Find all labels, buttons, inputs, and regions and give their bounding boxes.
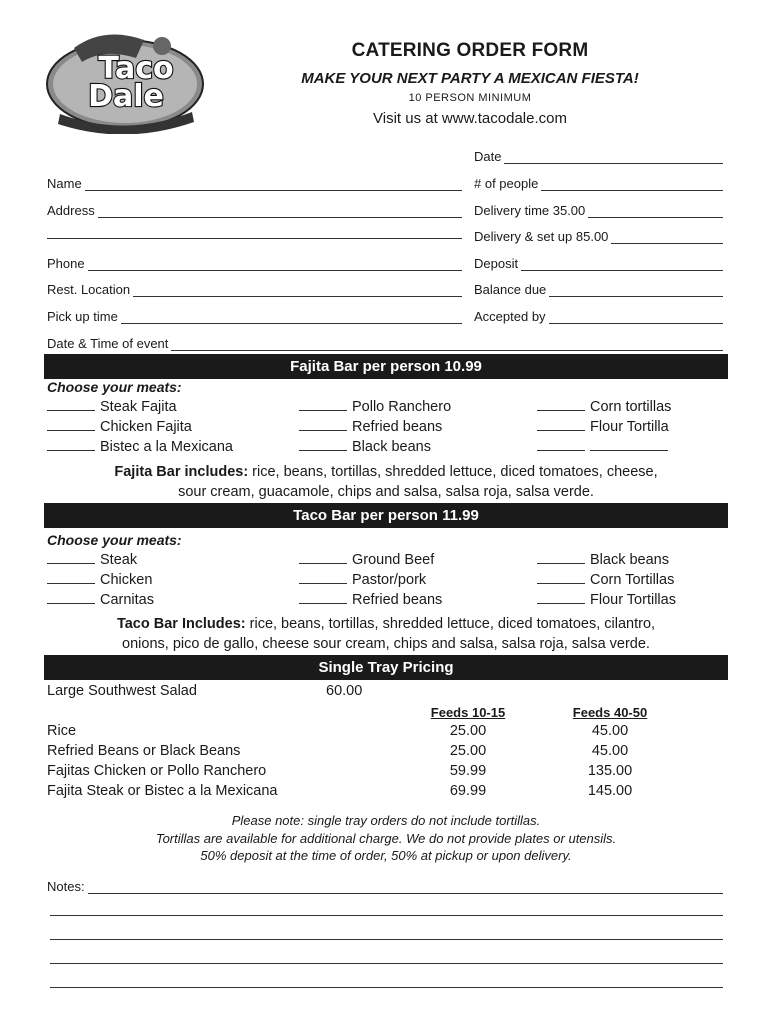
address-label: Address xyxy=(47,203,95,218)
feeds-large-header: Feeds 40-50 xyxy=(572,705,648,720)
checkbox-blank[interactable] xyxy=(47,439,95,451)
fajita-option-chicken[interactable]: Chicken Fajita xyxy=(47,419,192,435)
fajita-option-refried[interactable]: Refried beans xyxy=(299,419,442,435)
deposit-note: 50% deposit at the time of order, 50% at pickup or upon delivery. xyxy=(200,848,572,863)
rest-location-label: Rest. Location xyxy=(47,282,131,297)
fajita-option-black-beans[interactable]: Black beans xyxy=(299,439,431,455)
rest-location-line[interactable] xyxy=(133,284,462,297)
taco-dale-logo xyxy=(44,26,206,134)
notes-label: Notes: xyxy=(47,879,85,894)
checkbox-blank[interactable] xyxy=(299,439,347,451)
checkbox-blank[interactable] xyxy=(537,552,585,564)
checkbox-blank[interactable] xyxy=(537,419,585,431)
checkbox-blank[interactable] xyxy=(537,439,585,451)
event-datetime-label: Date & Time of event xyxy=(47,336,169,351)
checkbox-blank[interactable] xyxy=(47,419,95,431)
name-field[interactable] xyxy=(47,173,462,191)
deposit-line[interactable] xyxy=(521,258,723,271)
checkbox-blank[interactable] xyxy=(47,552,95,564)
tray-row-large: 45.00 xyxy=(591,723,629,739)
checkbox-blank[interactable] xyxy=(299,572,347,584)
svg-text:Dale: Dale xyxy=(88,79,164,114)
date-line[interactable] xyxy=(504,151,723,164)
tray-row-label: Rice xyxy=(47,723,77,739)
notes-line[interactable] xyxy=(50,903,723,916)
balance-due-field[interactable] xyxy=(474,279,723,297)
notes-line[interactable] xyxy=(88,881,723,894)
rest-location-field[interactable] xyxy=(47,279,462,297)
taco-option-steak[interactable]: Steak xyxy=(47,552,137,568)
address-line[interactable] xyxy=(98,205,462,218)
checkbox-blank[interactable] xyxy=(47,572,95,584)
taco-option-pastor[interactable]: Pastor/pork xyxy=(299,572,426,588)
fajita-option-other[interactable] xyxy=(537,439,673,455)
salad-label: Large Southwest Salad xyxy=(47,683,197,699)
address-line-2[interactable] xyxy=(47,226,462,239)
feeds-small-header: Feeds 10-15 xyxy=(430,705,506,720)
phone-label: Phone xyxy=(47,256,85,271)
checkbox-blank[interactable] xyxy=(299,399,347,411)
checkbox-blank[interactable] xyxy=(299,552,347,564)
notes-field[interactable] xyxy=(47,876,723,894)
salad-price: 60.00 xyxy=(326,683,363,699)
people-line[interactable] xyxy=(541,178,723,191)
checkbox-blank[interactable] xyxy=(537,592,585,604)
tray-row-label: Fajita Steak or Bistec a la Mexicana xyxy=(47,783,278,799)
taco-choose-label: Choose your meats: xyxy=(47,532,182,548)
fajita-choose-label: Choose your meats: xyxy=(47,379,182,395)
phone-field[interactable] xyxy=(47,253,462,271)
tray-row-large: 45.00 xyxy=(591,743,629,759)
form-title: CATERING ORDER FORM xyxy=(351,40,589,61)
people-field[interactable] xyxy=(474,173,723,191)
notes-line[interactable] xyxy=(50,927,723,940)
name-label: Name xyxy=(47,176,82,191)
fajita-option-flour[interactable]: Flour Tortilla xyxy=(537,419,669,435)
balance-due-label: Balance due xyxy=(474,282,547,297)
name-line[interactable] xyxy=(85,178,462,191)
tray-row-small: 69.99 xyxy=(449,783,487,799)
taco-option-refried[interactable]: Refried beans xyxy=(299,592,442,608)
date-field[interactable] xyxy=(474,146,723,164)
accepted-by-field[interactable] xyxy=(474,306,723,324)
tray-row-label: Fajitas Chicken or Pollo Ranchero xyxy=(47,763,267,779)
svg-text:Taco: Taco xyxy=(98,51,174,86)
delivery-setup-line[interactable] xyxy=(611,231,723,244)
fajita-option-steak[interactable]: Steak Fajita xyxy=(47,399,177,415)
checkbox-blank[interactable] xyxy=(47,399,95,411)
fajita-bar-header: Fajita Bar per person 10.99 xyxy=(44,354,728,379)
taco-option-flour[interactable]: Flour Tortillas xyxy=(537,592,676,608)
pickup-time-line[interactable] xyxy=(121,311,462,324)
form-subtitle: MAKE YOUR NEXT PARTY A MEXICAN FIESTA! xyxy=(301,70,639,87)
tray-row-small: 59.99 xyxy=(449,763,487,779)
fajita-option-pollo[interactable]: Pollo Ranchero xyxy=(299,399,451,415)
tray-row-large: 145.00 xyxy=(587,783,633,799)
people-label: # of people xyxy=(474,176,539,191)
checkbox-blank[interactable] xyxy=(537,572,585,584)
taco-option-ground-beef[interactable]: Ground Beef xyxy=(299,552,434,568)
tray-row-large: 135.00 xyxy=(587,763,633,779)
tray-pricing-header: Single Tray Pricing xyxy=(44,655,728,680)
checkbox-blank[interactable] xyxy=(299,592,347,604)
website-line: Visit us at www.tacodale.com xyxy=(373,110,567,127)
notes-line[interactable] xyxy=(50,951,723,964)
tortilla-note: Please note: single tray orders do not include tortillas. xyxy=(231,813,541,828)
taco-option-carnitas[interactable]: Carnitas xyxy=(47,592,154,608)
pickup-time-label: Pick up time xyxy=(47,309,118,324)
event-datetime-field[interactable] xyxy=(47,333,723,351)
event-datetime-line[interactable] xyxy=(171,338,723,351)
tray-row-label: Refried Beans or Black Beans xyxy=(47,743,241,759)
taco-includes: Taco Bar Includes: rice, beans, tortillas, shredded lettuce, diced tomatoes, cilantro, onions, pico de gallo, cheese sour cream, chips and salsa, salsa roja, salsa verde. xyxy=(116,616,656,652)
fajita-includes: Fajita Bar includes: rice, beans, tortillas, shredded lettuce, diced tomatoes, cheese, sour cream, guacamole, chips and salsa, salsa roja, salsa verde. xyxy=(114,464,658,500)
deposit-field[interactable] xyxy=(474,253,723,271)
taco-option-chicken[interactable]: Chicken xyxy=(47,572,152,588)
taco-bar-header: Taco Bar per person 11.99 xyxy=(44,503,728,528)
accepted-by-label: Accepted by xyxy=(474,309,546,324)
delivery-time-field[interactable] xyxy=(474,200,723,218)
accepted-by-line[interactable] xyxy=(549,311,723,324)
date-label: Date xyxy=(474,149,502,164)
checkbox-blank[interactable] xyxy=(299,419,347,431)
plates-note: Tortillas are available for additional charge. We do not provide plates or utensils. xyxy=(155,831,617,846)
notes-line[interactable] xyxy=(50,975,723,988)
phone-line[interactable] xyxy=(88,258,462,271)
fajita-option-corn[interactable]: Corn tortillas xyxy=(537,399,671,415)
other-blank[interactable] xyxy=(590,439,668,451)
fajita-option-bistec[interactable]: Bistec a la Mexicana xyxy=(47,439,233,455)
checkbox-blank[interactable] xyxy=(47,592,95,604)
deposit-label: Deposit xyxy=(474,256,519,271)
taco-option-corn[interactable]: Corn Tortillas xyxy=(537,572,674,588)
taco-option-black-beans[interactable]: Black beans xyxy=(537,552,669,568)
minimum-note: 10 PERSON MINIMUM xyxy=(408,92,532,104)
delivery-time-line[interactable] xyxy=(588,205,723,218)
delivery-setup-label: Delivery & set up 85.00 xyxy=(474,229,609,244)
pickup-time-field[interactable] xyxy=(47,306,462,324)
balance-due-line[interactable] xyxy=(549,284,723,297)
tray-row-small: 25.00 xyxy=(449,743,487,759)
checkbox-blank[interactable] xyxy=(537,399,585,411)
delivery-time-label: Delivery time 35.00 xyxy=(474,203,586,218)
address-field[interactable] xyxy=(47,200,462,218)
delivery-setup-field[interactable] xyxy=(474,226,723,244)
tray-row-small: 25.00 xyxy=(449,723,487,739)
